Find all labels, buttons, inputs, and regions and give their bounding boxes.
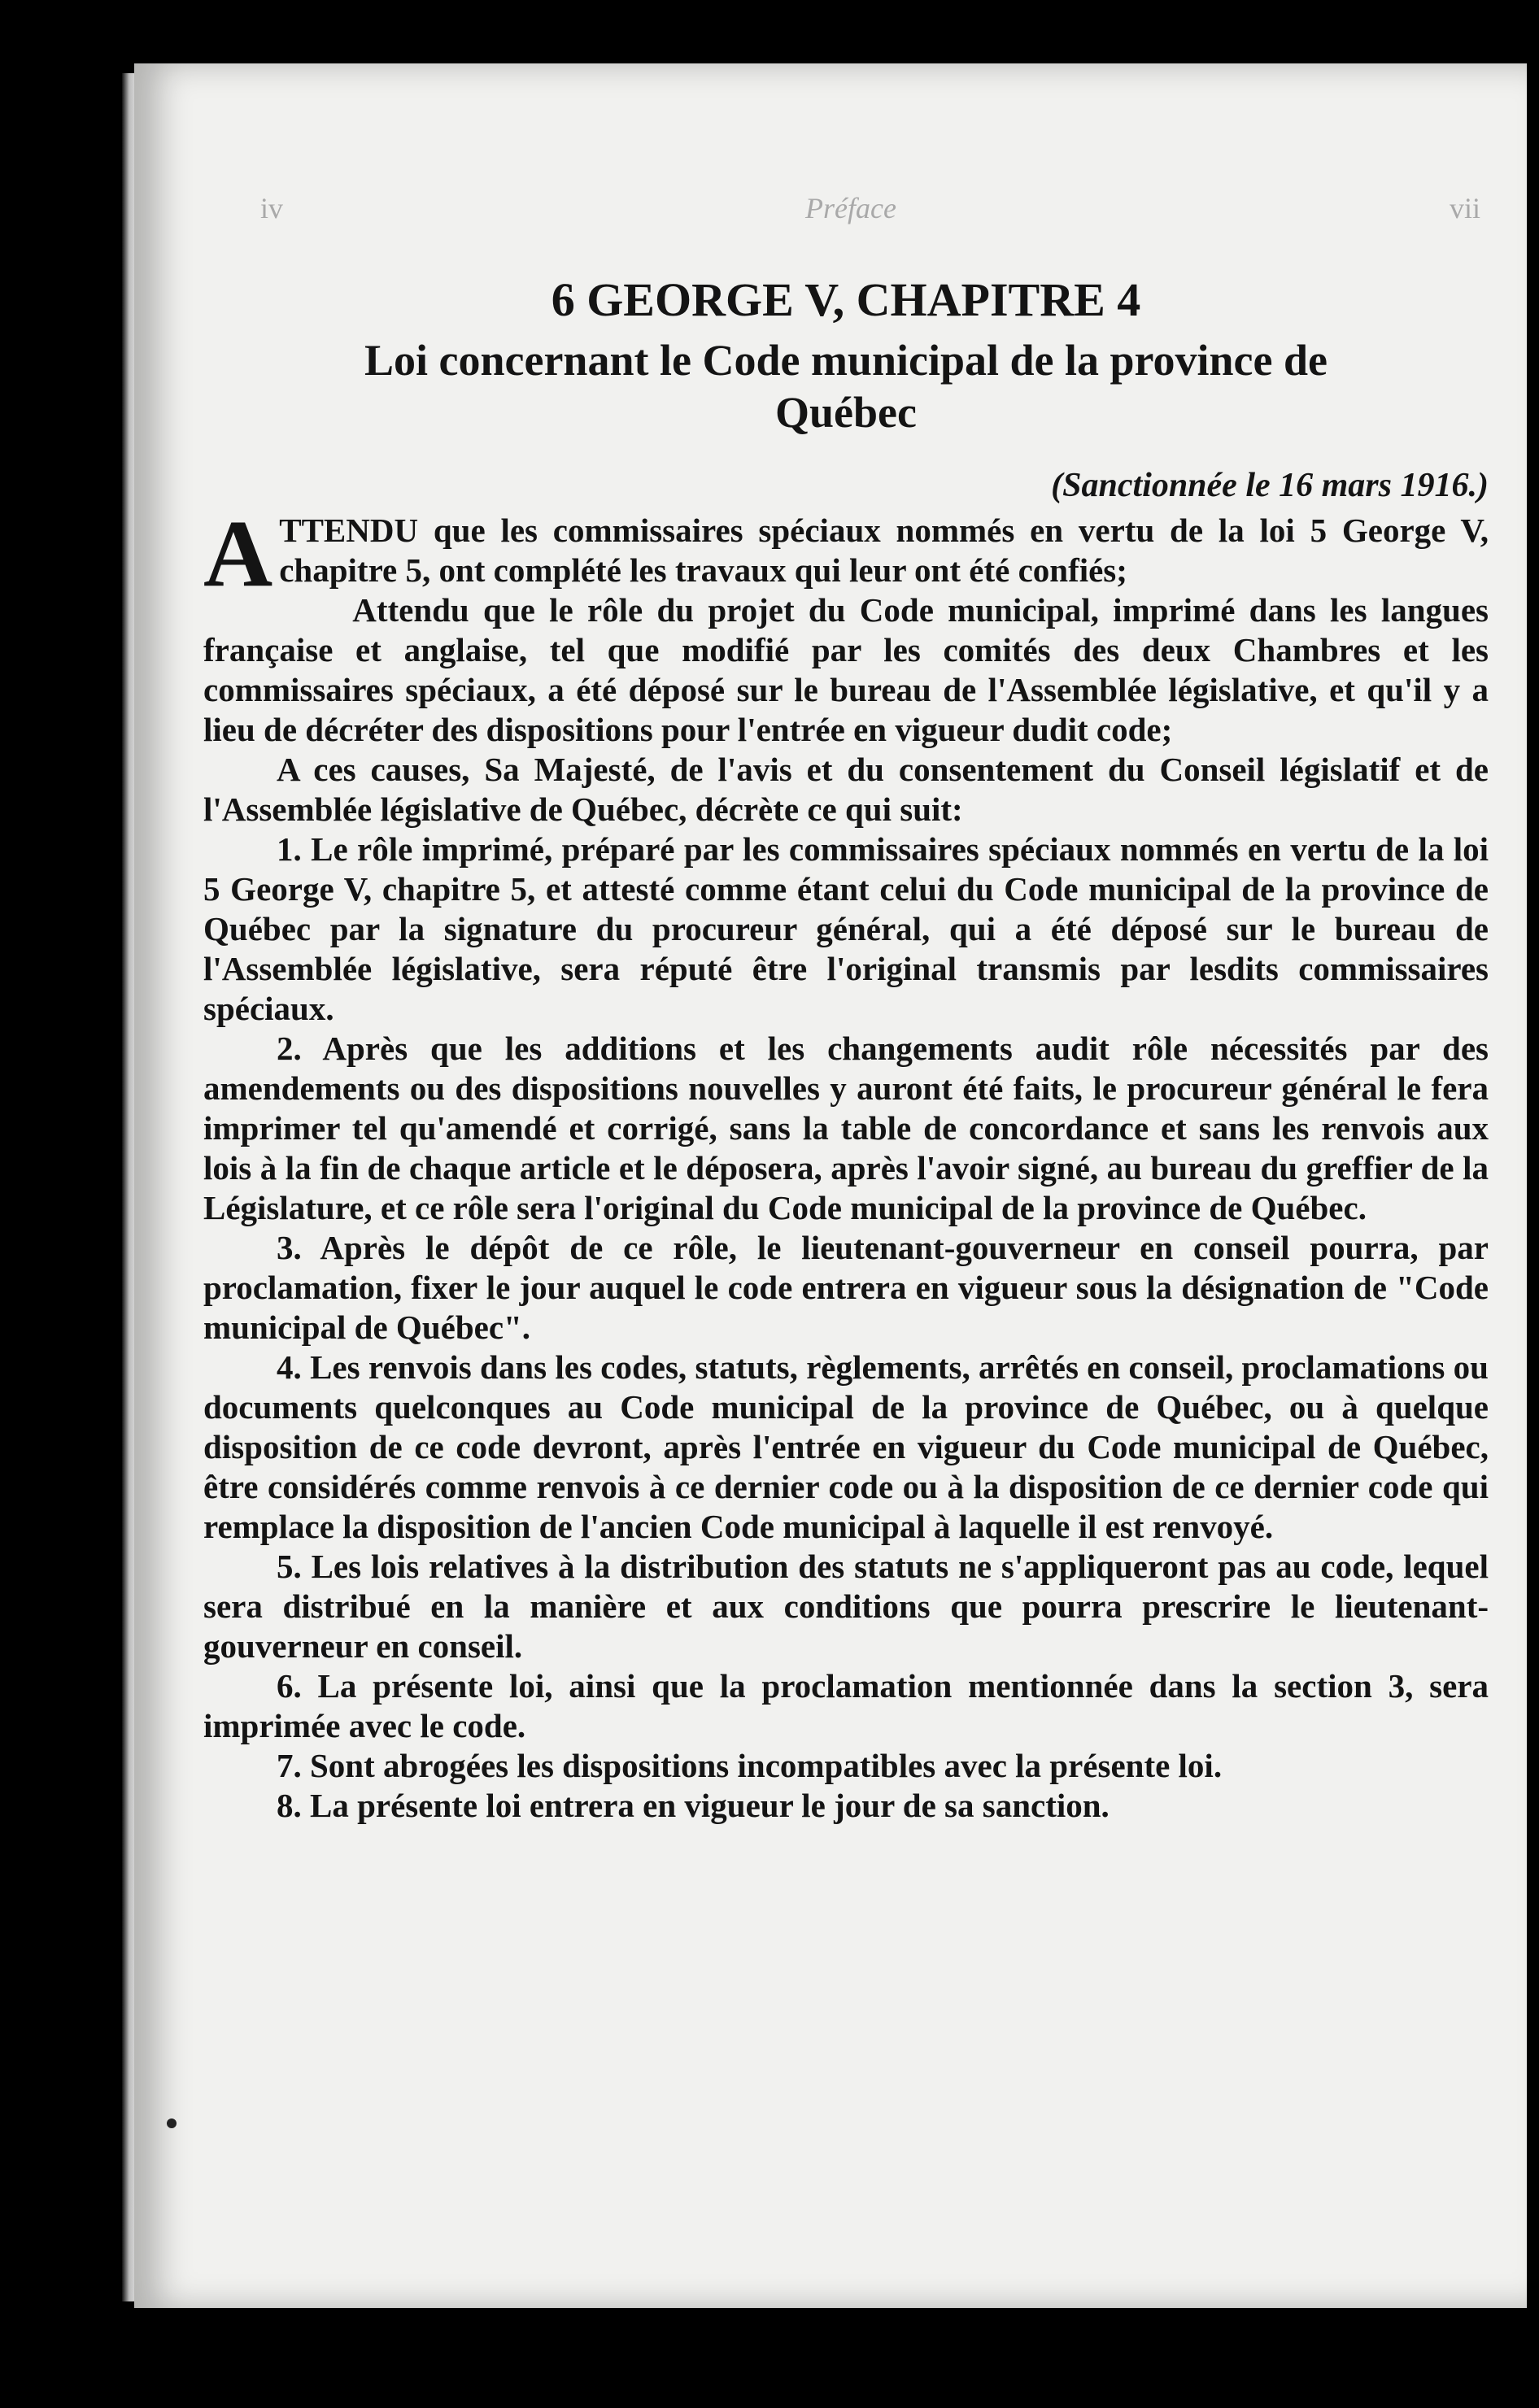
sanction-prefix: (Sanctionnée le bbox=[1051, 467, 1271, 504]
section-8: 8. La présente loi entrera en vigueur le jour de sa sanction. bbox=[277, 1787, 1110, 1824]
section-1: 1. Le rôle imprimé, préparé par les commissaires spéciaux nommés en vertu de la loi 5 George V, chapitre 5, et attesté comme étant celui du Code municipal de la province de Québec par la signature du procureur général, qui a été déposé sur le bureau de l'Assemblée législative, sera réputé être l'original transmis par lesdits commissaires spéciaux. bbox=[203, 830, 1489, 1027]
preamble-text-1: TTENDU que les commissaires spéciaux nommés en vertu de la loi 5 George V, chapitre 5, ont complété les travaux qui leur ont été confiés; bbox=[279, 512, 1489, 589]
section-6: 6. La présente loi, ainsi que la proclamation mentionnée dans la section 3, sera imprimée avec le code. bbox=[203, 1667, 1489, 1744]
section-3: 3. Après le dépôt de ce rôle, le lieutenant-gouverneur en conseil pourra, par proclamation, fixer le jour auquel le code entrera en vigueur sous la désignation de "Code municipal de Québec". bbox=[203, 1229, 1489, 1346]
sanction-line bbox=[203, 466, 1489, 506]
chapter-heading: 6 GEORGE V, CHAPITRE 4 bbox=[551, 273, 1141, 326]
bleed-page-number-right: vii bbox=[1449, 192, 1480, 224]
preamble-paragraph bbox=[203, 500, 1489, 607]
section-5: 5. Les lois relatives à la distribution des statuts ne s'appliqueront pas au code, lequel sera distribué en la manière et aux conditions que pourra prescrire le lieutenant-gouverneur en conseil. bbox=[203, 1548, 1489, 1665]
sanction-date: 16 mars 1916.) bbox=[1279, 467, 1489, 504]
bleed-running-head: Préface bbox=[805, 192, 896, 224]
statute-text bbox=[203, 272, 1489, 1826]
ink-speck bbox=[167, 2118, 177, 2128]
enacting-clause: A ces causes, Sa Majesté, de l'avis et du consentement du Conseil législatif et de l'Assemblée législative de Québec, décrète ce qui suit: bbox=[203, 751, 1489, 828]
section-2: 2. Après que les additions et les changements audit rôle nécessités par des amendements ou des dispositions nouvelles y auront été faits, le procureur général le fera imprimer tel qu'amendé et corrigé, sans la table de concordance et sans les renvois aux lois à la fin de chaque article et le déposera, après l'avoir signé, au bureau du greffier de la Législature, et ce rôle sera l'original du Code municipal de la province de Québec. bbox=[203, 1030, 1489, 1226]
preamble-paragraph-2: Attendu que le rôle du projet du Code municipal, imprimé dans les langues française et anglaise, tel que modifié par les comités des deux Chambres et les commissaires spéciaux, a été déposé sur le bureau de l'Assemblée législative, et qu'il y a lieu de décréter des dispositions pour l'entrée en vigueur dudit code; bbox=[203, 591, 1489, 748]
drop-cap: A bbox=[203, 500, 273, 607]
section-4: 4. Les renvois dans les codes, statuts, règlements, arrêtés en conseil, proclamations ou documents quelconques au Code municipal de la province de Québec, ou à quelque disposition de ce code devront, après l'entrée en vigueur du Code municipal de Québec, être considérés comme renvois à ce dernier code ou à la disposition de ce dernier code qui remplace la disposition de l'ancien Code municipal à laquelle il est renvoyé. bbox=[203, 1348, 1489, 1545]
section-7: 7. Sont abrogées les dispositions incompatibles avec la présente loi. bbox=[277, 1747, 1223, 1784]
bleed-page-number-left: iv bbox=[260, 192, 284, 224]
law-title: Loi concernant le Code municipal de la province de Québec bbox=[364, 336, 1328, 437]
